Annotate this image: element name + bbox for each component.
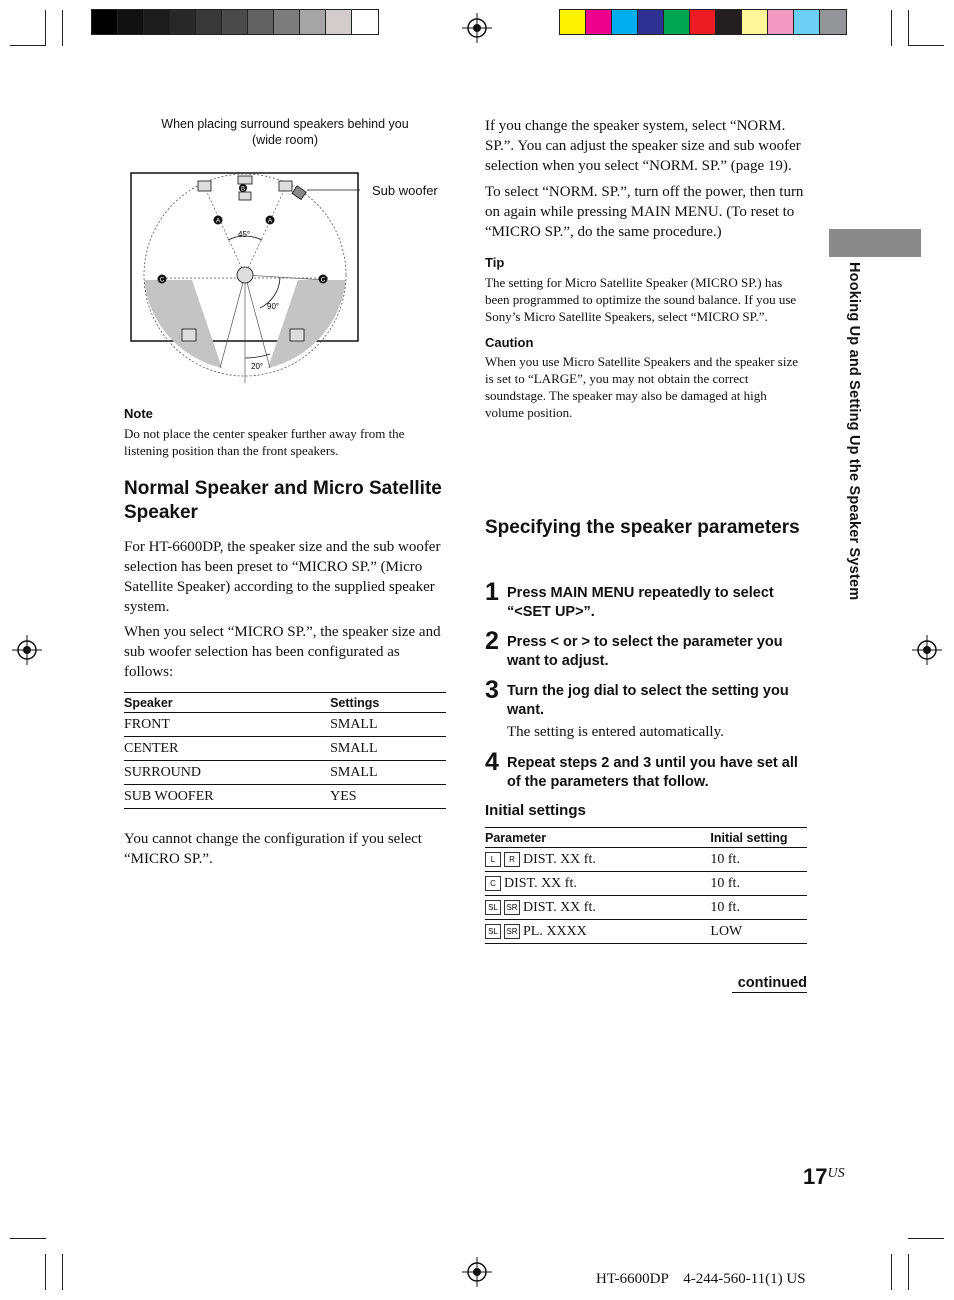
- crop-mark: [45, 10, 46, 46]
- color-swatch: [560, 10, 586, 34]
- svg-text:B: B: [240, 186, 246, 193]
- svg-text:C: C: [159, 276, 165, 284]
- table-cell: [485, 896, 710, 920]
- surround-left-speaker-icon: SL: [485, 900, 501, 915]
- table-header: Parameter: [485, 828, 710, 848]
- step-2: [485, 627, 807, 671]
- angle-20-label: 20°: [251, 362, 264, 371]
- table-row: [124, 737, 446, 761]
- step-text: Repeat steps 2 and 3 until you have set all of the parameters that follow.: [507, 755, 798, 790]
- color-swatch: [586, 10, 612, 34]
- crop-mark: [62, 1254, 63, 1290]
- color-swatch: [820, 10, 846, 34]
- surround-right-speaker-icon: SR: [504, 900, 520, 915]
- color-swatch: [300, 10, 326, 34]
- color-swatch: [794, 10, 820, 34]
- speaker-placement-diagram: [120, 168, 450, 388]
- table-row: [124, 761, 446, 785]
- crop-mark: [10, 1238, 46, 1239]
- table-cell: LOW: [710, 920, 807, 944]
- crop-mark: [45, 1254, 46, 1290]
- table-row: [124, 713, 446, 737]
- color-swatch: [664, 10, 690, 34]
- page-number-suffix: US: [827, 1166, 845, 1181]
- normal-speaker-section: [124, 477, 446, 869]
- color-swatch: [326, 10, 352, 34]
- color-swatch: [118, 10, 144, 34]
- marker-a-icon: [266, 216, 275, 225]
- crop-mark: [908, 45, 944, 46]
- table-cell: SMALL: [330, 713, 446, 737]
- table-row: [485, 848, 807, 872]
- color-swatch: [768, 10, 794, 34]
- crop-mark: [908, 1238, 944, 1239]
- center-speaker-icon: [238, 176, 252, 184]
- step-number: 2: [485, 627, 499, 655]
- surround-right-speaker-icon: [290, 329, 304, 341]
- table-cell: SURROUND: [124, 761, 330, 785]
- sub-woofer-label: Sub woofer: [372, 183, 438, 198]
- table-cell: 10 ft.: [710, 848, 807, 872]
- right-speaker-icon: R: [504, 852, 520, 867]
- paragraph: You cannot change the configuration if you select “MICRO SP.”.: [124, 831, 422, 867]
- table-row: [485, 920, 807, 944]
- table-row: [485, 872, 807, 896]
- table-row: [124, 785, 446, 809]
- step-number: 3: [485, 676, 499, 704]
- center-speaker-icon: [239, 192, 251, 200]
- footer-model-code: HT-6600DP 4-244-560-11(1) US: [596, 1271, 806, 1287]
- listener-icon: [237, 267, 253, 283]
- speaker-settings-table: [124, 692, 446, 809]
- surround-left-speaker-icon: SL: [485, 924, 501, 939]
- table-cell: CENTER: [124, 737, 330, 761]
- color-swatch: [352, 10, 378, 34]
- front-right-speaker-icon: [279, 181, 292, 191]
- table-cell: 10 ft.: [710, 896, 807, 920]
- registration-mark-icon: [462, 13, 492, 43]
- paragraph: When you select “MICRO SP.”, the speaker size and sub woofer selection has been configurated as follows:: [124, 624, 441, 680]
- table-header-row: [124, 693, 446, 713]
- color-calibration-bar-left: [91, 9, 379, 35]
- registration-mark-icon: [912, 635, 942, 665]
- color-swatch: [690, 10, 716, 34]
- table-row: [485, 896, 807, 920]
- param-text: DIST. XX ft.: [523, 851, 596, 867]
- caption-line: (wide room): [252, 133, 318, 147]
- crop-mark: [10, 45, 46, 46]
- angle-90-label: 90°: [267, 302, 280, 311]
- angle-45-label: 45°: [238, 230, 251, 239]
- tip-text: The setting for Micro Satellite Speaker (MICRO SP.) has been programmed to optimize the sound balance. If you use Sony’s Micro Satellite Speakers, select “MICRO SP.”.: [485, 275, 797, 324]
- param-text: DIST. XX ft.: [523, 899, 596, 915]
- table-header-row: [485, 828, 807, 848]
- note-text: Do not place the center speaker further away from the listening position than the front speakers.: [124, 426, 405, 458]
- section-heading: Normal Speaker and Micro Satellite Speaker: [124, 478, 442, 523]
- sidebar-chapter-title: Hooking Up and Setting Up the Speaker System: [846, 262, 862, 601]
- step-number: 4: [485, 748, 499, 776]
- caution-heading: Caution: [485, 335, 534, 350]
- step-subtext: The setting is entered automatically.: [507, 724, 724, 740]
- surround-left-speaker-icon: [182, 329, 196, 341]
- step-4: [485, 748, 807, 792]
- registration-mark-icon: [462, 1257, 492, 1287]
- step-text: Press MAIN MENU repeatedly to select “<SET UP>”.: [507, 585, 774, 620]
- svg-text:C: C: [320, 276, 326, 284]
- note-block: [124, 406, 446, 459]
- color-swatch: [248, 10, 274, 34]
- section-tab-marker: [829, 229, 921, 257]
- table-cell: [485, 848, 710, 872]
- marker-c-icon: [319, 275, 328, 284]
- page-number-value: 17: [803, 1164, 828, 1189]
- table-header: Settings: [330, 693, 446, 713]
- crop-mark: [62, 10, 63, 46]
- crop-mark: [908, 1254, 909, 1290]
- color-swatch: [742, 10, 768, 34]
- color-swatch: [638, 10, 664, 34]
- step-number: 1: [485, 578, 499, 606]
- center-speaker-icon: C: [485, 876, 501, 891]
- initial-settings-table-wrap: [485, 827, 807, 944]
- front-left-speaker-icon: [198, 181, 211, 191]
- svg-text:A: A: [215, 217, 221, 225]
- color-swatch: [612, 10, 638, 34]
- continued-label: continued: [732, 975, 807, 993]
- color-swatch: [92, 10, 118, 34]
- step-1: [485, 578, 807, 622]
- color-swatch: [196, 10, 222, 34]
- param-text: DIST. XX ft.: [504, 875, 577, 891]
- table-cell: [485, 920, 710, 944]
- table-header: Initial setting: [710, 828, 807, 848]
- crop-mark: [908, 10, 909, 46]
- color-swatch: [144, 10, 170, 34]
- table-cell: SMALL: [330, 761, 446, 785]
- marker-c-icon: [158, 275, 167, 284]
- caution-text: When you use Micro Satellite Speakers and the speaker size is set to “LARGE”, you may not obtain the correct soundstage. The speaker may also be damaged at high volume position.: [485, 354, 798, 420]
- color-swatch: [716, 10, 742, 34]
- table-cell: [485, 872, 710, 896]
- color-swatch: [170, 10, 196, 34]
- right-column-intro: [485, 116, 807, 421]
- table-cell: FRONT: [124, 713, 330, 737]
- paragraph: To select “NORM. SP.”, turn off the power, then turn on again while pressing MAIN MENU. (To reset to “MICRO SP.”, do the same procedure.): [485, 184, 804, 240]
- param-text: PL. XXXX: [523, 923, 587, 939]
- tip-heading: Tip: [485, 255, 505, 270]
- step-text: Turn the jog dial to select the setting you want.: [507, 683, 789, 718]
- table-cell: SUB WOOFER: [124, 785, 330, 809]
- diagram-caption: [124, 116, 446, 148]
- section-heading: Specifying the speaker parameters: [485, 517, 800, 538]
- color-calibration-bar-right: [559, 9, 847, 35]
- left-speaker-icon: L: [485, 852, 501, 867]
- caption-line: When placing surround speakers behind you: [161, 117, 409, 131]
- svg-text:A: A: [267, 217, 273, 225]
- table-cell: YES: [330, 785, 446, 809]
- color-swatch: [222, 10, 248, 34]
- paragraph: For HT-6600DP, the speaker size and the sub woofer selection has been preset to “MICRO SP.” (Micro Satellite Speaker) according to the supplied speaker system.: [124, 539, 441, 615]
- table-header: Speaker: [124, 693, 330, 713]
- initial-settings-table: [485, 827, 807, 944]
- page-number: [803, 1164, 845, 1190]
- crop-mark: [891, 1254, 892, 1290]
- color-swatch: [274, 10, 300, 34]
- initial-settings-heading: Initial settings: [485, 802, 586, 819]
- marker-a-icon: [214, 216, 223, 225]
- crop-mark: [891, 10, 892, 46]
- step-3: [485, 676, 807, 742]
- table-cell: SMALL: [330, 737, 446, 761]
- step-text: Press < or > to select the parameter you want to adjust.: [507, 634, 783, 669]
- note-heading: Note: [124, 406, 153, 421]
- registration-mark-icon: [12, 635, 42, 665]
- specifying-section: [485, 516, 807, 540]
- table-cell: 10 ft.: [710, 872, 807, 896]
- paragraph: If you change the speaker system, select “NORM. SP.”. You can adjust the speaker size and sub woofer selection when you select “NORM. SP.” (page 19).: [485, 118, 801, 174]
- surround-right-speaker-icon: SR: [504, 924, 520, 939]
